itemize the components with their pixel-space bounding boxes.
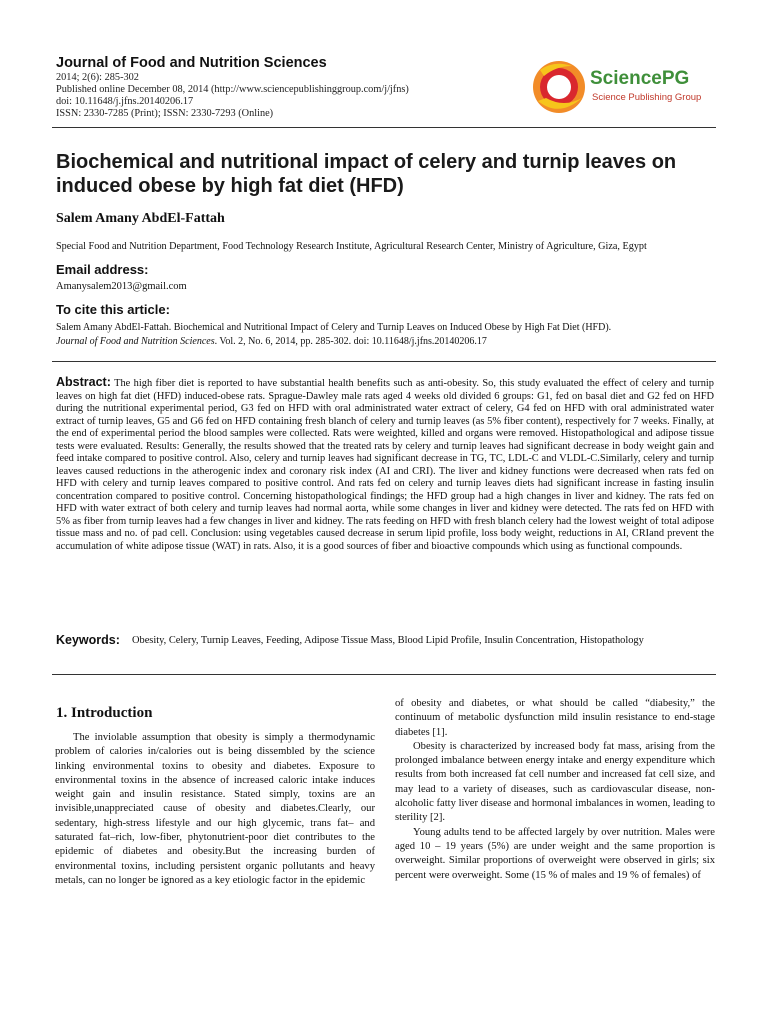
abstract-bottom-divider [52,674,716,675]
journal-name: Journal of Food and Nutrition Sciences [56,55,327,71]
header-divider [52,127,716,128]
citation [56,321,716,349]
doi-line: doi: 10.11648/j.jfns.20140206.17 [56,96,194,107]
abstract [56,376,714,553]
abstract-text: The high fiber diet is reported to have substantial health benefits such as anti-obesity. So, this study evaluated the effect of celery and turnip leaves on high fat diet (HFD) induced-obese rats. Sprague-Dawley male rats aged 4 weeks old divided 6 groups: G1, fed on basal diet and G2 fed on HFD during the nutritional experimental period, G3 fed on HFD with oral administrated water extract of celery, G4 fed on HFD with oral administrated water extract of turnip leaves, G5 and G6 fed on HFD containing fresh blanch of celery and turnip leaves (as 5% fiber content), respectively for 7 weeks. Finally, at the end of experimental period the blood samples were collected. Rats were weighted, killed and organs were removed. Histopathological and adipose tissue tests were evaluated. Results: Generally, the results showed that the treated rats by celery and turnip leaves had significant decrease in body weight gain and feed intake compared to positive control. Also, celery and turnip leaves had significant decrease in TG, TC, LDL-C and VLDL-C.Similarly, celery and turnip leaves caused reductions in the atherogenic index and coronary risk index (AI and CRI). The liver and kidney functions were decreased when rats fed on HFD with celery and turnip leaves compared to positive control. And rats fed on celery and turnip leaves diets had significant increase in fasting insulin concentration compared to positive control. Concerning histopathological findings; the HFD group had a high changes in liver and kidney. The rats fed on HFD with water extract of both celery and turnip leaves had normal aorta, while some changes in liver and kidney were detected. The rats fed on HFD with 5% as fiber from turnip leaves had a few changes in liver and kidney. The rats feeding on HFD with fresh blanch celery had the lowest weight of total adipose tissue mass and no. of pad cell. Conclusion: using vegetables caused decrease in serum lipid profile, loss body weight, reductions in AI, CRIand prevent the accumulation of white adipose tissue (WAT) in rats. Also, it is a good sources of fiber and bioactive compounds which using as functional compounds. [56,378,714,552]
author-name: Salem Amany AbdEl-Fattah [56,211,225,226]
email-heading: Email address: [56,262,149,277]
paragraph: Obesity is characterized by increased body fat mass, arising from the prolonged imbalance between energy intake and energy expenditure which results from both increased fat cell number and increased fat cell size, and may lead to a variety of diseases, such as cardiovascular disease, non-alcoholic fatty liver disease and hormonal imbalances in women, leading to sterility [2]. [395,740,715,824]
paragraph-continued: of obesity and diabetes, or what should be called “diabesity,” the continuum of metabolic dysfunction mild insulin resistance to end-stage diabetes [1]. [395,698,715,738]
citation-journal: Journal of Food and Nutrition Sciences [56,336,215,347]
author-email[interactable]: Amanysalem2013@gmail.com [56,281,187,292]
sciencepg-logo [524,58,716,116]
paper-title: Biochemical and nutritional impact of celery and turnip leaves on induced obese by high fat diet (HFD) [56,151,677,197]
abstract-top-divider [52,361,716,362]
author-affiliation: Special Food and Nutrition Department, Food Technology Research Institute, Agricultural Research Center, Ministry of Agriculture, Giza, Egypt [56,241,647,252]
paragraph: The inviolable assumption that obesity is simply a thermodynamic problem of calories in/calories out is being dissembled by the science linking environmental toxins to obesity and diabetes. Exposure to environmental toxins in the absence of increased caloric intake induces weight gain and insulin resistance. Stated simply, toxins are an invisible,unappreciated cause of obesity and diabetes.Clearly, our sedentary, high-stress lifestyle and our high glycemic, trans fat– and saturated fat–rich, low-fiber, phytonutrient-poor diet contributes to the epidemic of diabetes and obesity.But the increasing burden of environmental toxins, including persistent organic pollutants and heavy metals, can no longer be ignored as a key etiologic factor in the epidemic [55,732,375,886]
issn-line: ISSN: 2330-7285 (Print); ISSN: 2330-7293 (Online) [56,108,274,119]
keywords-text: Obesity, Celery, Turnip Leaves, Feeding, Adipose Tissue Mass, Blood Lipid Profile, Insulin Concentration, Histopathology [132,635,644,646]
citation-line: Salem Amany AbdEl-Fattah. Biochemical and Nutritional Impact of Celery and Turnip Leaves on Induced Obese by High Fat Diet (HFD). [56,322,612,333]
body-column-left [55,731,375,888]
sciencepg-logo-icon [524,58,716,116]
cite-heading: To cite this article: [56,302,170,317]
body-column-right [395,697,715,883]
abstract-label: Abstract: [56,375,111,389]
published-line: Published online December 08, 2014 (http://www.sciencepublishinggroup.com/j/jfns) [56,84,409,95]
citation-details: . Vol. 2, No. 6, 2014, pp. 285-302. doi: 10.11648/j.jfns.20140206.17 [214,336,487,347]
keywords-label: Keywords: [56,633,120,647]
section-heading-introduction: 1. Introduction [56,705,153,721]
logo-brand: SciencePG [590,68,690,89]
paragraph: Young adults tend to be affected largely by over nutrition. Males were aged 10 – 19 years (5%) are under weight and the same proportion is overweight. Similar proportions of overweight were observed in girls; six percent were overweight. Some (15 % of males and 19 % of females) of [395,826,715,881]
journal-issue: 2014; 2(6): 285-302 [56,72,139,83]
logo-tagline: Science Publishing Group [592,92,702,103]
